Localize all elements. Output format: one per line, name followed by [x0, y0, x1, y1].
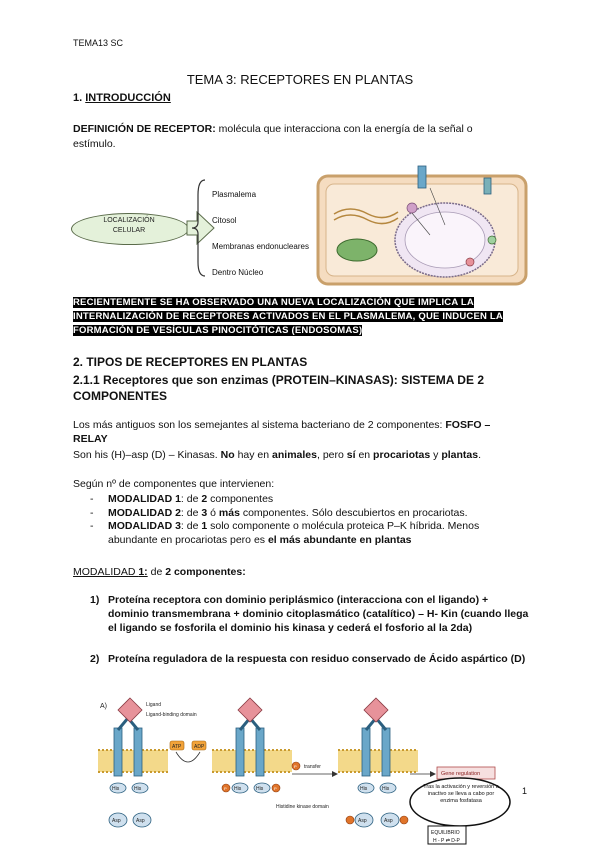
localization-item: Dentro Núcleo	[212, 268, 264, 277]
modality-n: 3	[201, 506, 208, 519]
modality-sep: : de	[180, 520, 202, 532]
p-label: P	[224, 786, 227, 791]
section-2-heading: 2. TIPOS DE RECEPTORES EN PLANTAS	[73, 355, 308, 369]
receptor-2	[222, 698, 280, 793]
highlight-banner	[73, 296, 513, 338]
equilibrium-formula: H - P ⇄ D-P	[433, 838, 460, 844]
localization-item: Membranas endonucleares	[212, 242, 309, 251]
arrow-shape	[187, 212, 214, 244]
modality-label: MODALIDAD 3	[108, 520, 181, 532]
highlight-banner-text: RECIENTEMENTE SE HA OBSERVADO UNA NUEVA LOCALIZACIÓN QUE IMPLICA LA INTERNALIZACIÓN DE RECEPTORES ACTIVADOS EN EL PLASMALEMA, QUE INDUCEN LA FORMACIÓN DE VESÍCULAS PINOCITÓTICAS (ENDOSOMAS)	[73, 297, 503, 336]
paragraph-1	[73, 418, 523, 446]
header-tag: TEMA13 SC	[73, 38, 124, 48]
section-2-1-heading: 2.1.1 Receptores que son enzimas (PROTEIN–KINASAS): SISTEMA DE 2 COMPONENTES	[73, 373, 484, 403]
atp-label: ATP	[172, 744, 182, 750]
ligand-label: Ligand	[146, 702, 162, 708]
note-container	[420, 784, 502, 824]
cell-illustration	[318, 166, 526, 284]
modality-rest: ó	[207, 506, 219, 519]
localization-item: Plasmalema	[212, 190, 257, 199]
equilibrium-label: EQUILIBRIO	[431, 830, 460, 836]
p2-j: plantas	[441, 449, 479, 461]
localization-label-line2: CELULAR	[112, 227, 146, 234]
modality-list	[90, 493, 530, 547]
item-number: 1)	[90, 594, 100, 606]
his-label: His	[360, 786, 368, 792]
gene-regulation-label: Gene regulation	[441, 771, 481, 777]
mod1-u: MODALIDAD	[73, 566, 139, 578]
list-dash: -	[90, 493, 94, 505]
modality-more: el más abundante en plantas	[267, 533, 412, 546]
p2-h: procariotas	[373, 449, 431, 461]
p-label: P	[274, 786, 277, 791]
item-text: Proteína reguladora de la respuesta con residuo conservado de Ácido aspártico (D)	[108, 653, 526, 665]
p2-f: sí	[346, 449, 356, 461]
page-title: TEMA 3: RECEPTORES EN PLANTAS	[186, 72, 414, 87]
figure-panel-label: A)	[100, 703, 107, 710]
his-label: His	[134, 786, 142, 792]
his-label: His	[112, 786, 120, 792]
his-label: His	[382, 786, 390, 792]
note-text: Tras la activación y reversión a inactivo se lleva a cabo por enzima fosfatasa	[423, 784, 499, 804]
paragraph-3: Según nº de componentes que intervienen:	[73, 478, 275, 490]
modality-label: MODALIDAD 2	[108, 506, 181, 519]
localization-label-line1: LOCALIZACIÓN	[103, 217, 155, 224]
list-item	[90, 493, 530, 507]
mod1-ub: 1:	[138, 566, 148, 578]
membrane-3	[338, 750, 418, 772]
numbered-item-2	[90, 652, 530, 666]
p2-g: en	[355, 449, 374, 461]
transfer-label: transfer	[304, 764, 321, 770]
localization-list	[212, 182, 309, 286]
modality-sep: : de	[180, 506, 202, 519]
modality-1-heading	[73, 566, 246, 578]
his-label: His	[234, 786, 242, 792]
asp-label: Asp	[358, 818, 367, 824]
item-number: 2)	[90, 653, 100, 665]
list-dash: -	[90, 520, 94, 532]
adp-label: ADP	[194, 744, 205, 750]
his-label: His	[256, 786, 264, 792]
definition-text: molécula que interacciona con la energía de la señal o estímulo.	[73, 123, 473, 150]
asp-label: Asp	[112, 818, 121, 824]
p2-c: hay en	[234, 449, 273, 461]
p2-e: , pero	[316, 449, 347, 461]
section-label: INTRODUCCIÓN	[85, 92, 171, 104]
paragraph-1-bold: FOSFO – RELAY	[73, 419, 491, 445]
p2-b: No	[220, 449, 235, 461]
ligand-binding-label: Ligand-binding domain	[146, 712, 197, 718]
p-label: P	[294, 764, 297, 769]
paragraph-1-text: Los más antiguos son los semejantes al sistema bacteriano de 2 componentes:	[73, 419, 446, 431]
p2-d: animales	[272, 449, 317, 461]
page-number: 1	[522, 786, 528, 796]
membrane-2	[212, 750, 292, 772]
histidine-label: Histidine kinase domain	[276, 804, 329, 810]
numbered-item-1	[90, 593, 530, 635]
definition-term: DEFINICIÓN DE RECEPTOR:	[73, 123, 216, 135]
p2-k: .	[478, 449, 482, 461]
modality-n: 2	[201, 493, 208, 505]
modality-extra: componentes. Sólo descubiertos en procariotas.	[239, 506, 468, 519]
asp-label: Asp	[136, 818, 145, 824]
p2-i: y	[430, 449, 442, 461]
modality-n: 1	[201, 520, 208, 532]
modality-label: MODALIDAD 1	[108, 493, 181, 505]
p2-a: Son his (H)–asp (D) – Kinasas.	[73, 449, 221, 461]
modality-rest: componentes	[207, 493, 274, 505]
mod1-b: 2 componentes:	[165, 566, 246, 578]
list-dash: -	[90, 506, 94, 519]
modality-more: más	[218, 506, 240, 519]
localization-item: Citosol	[212, 216, 237, 225]
asp-label: Asp	[384, 818, 393, 824]
mod1-rest: de	[147, 566, 166, 578]
membrane-1	[98, 750, 168, 772]
list-item	[90, 507, 530, 521]
item-text: Proteína receptora con dominio periplásmico (interacciona con el ligando) + dominio transmembrana + dominio citoplasmático (catalítico) – H- Kin (cuando llega el ligando se fosforila el dominio his kinasa y cederá el fosforio al la 2da)	[108, 594, 529, 634]
section-number: 1.	[73, 92, 86, 104]
phosphorelay-figure	[0, 690, 600, 848]
list-item	[90, 520, 530, 547]
modality-sep: : de	[180, 493, 202, 505]
paragraph-2	[73, 448, 523, 462]
modality-rest: solo componente o molécula proteica P–K híbrida. Menos abundante en procariotas pero es	[108, 520, 480, 546]
